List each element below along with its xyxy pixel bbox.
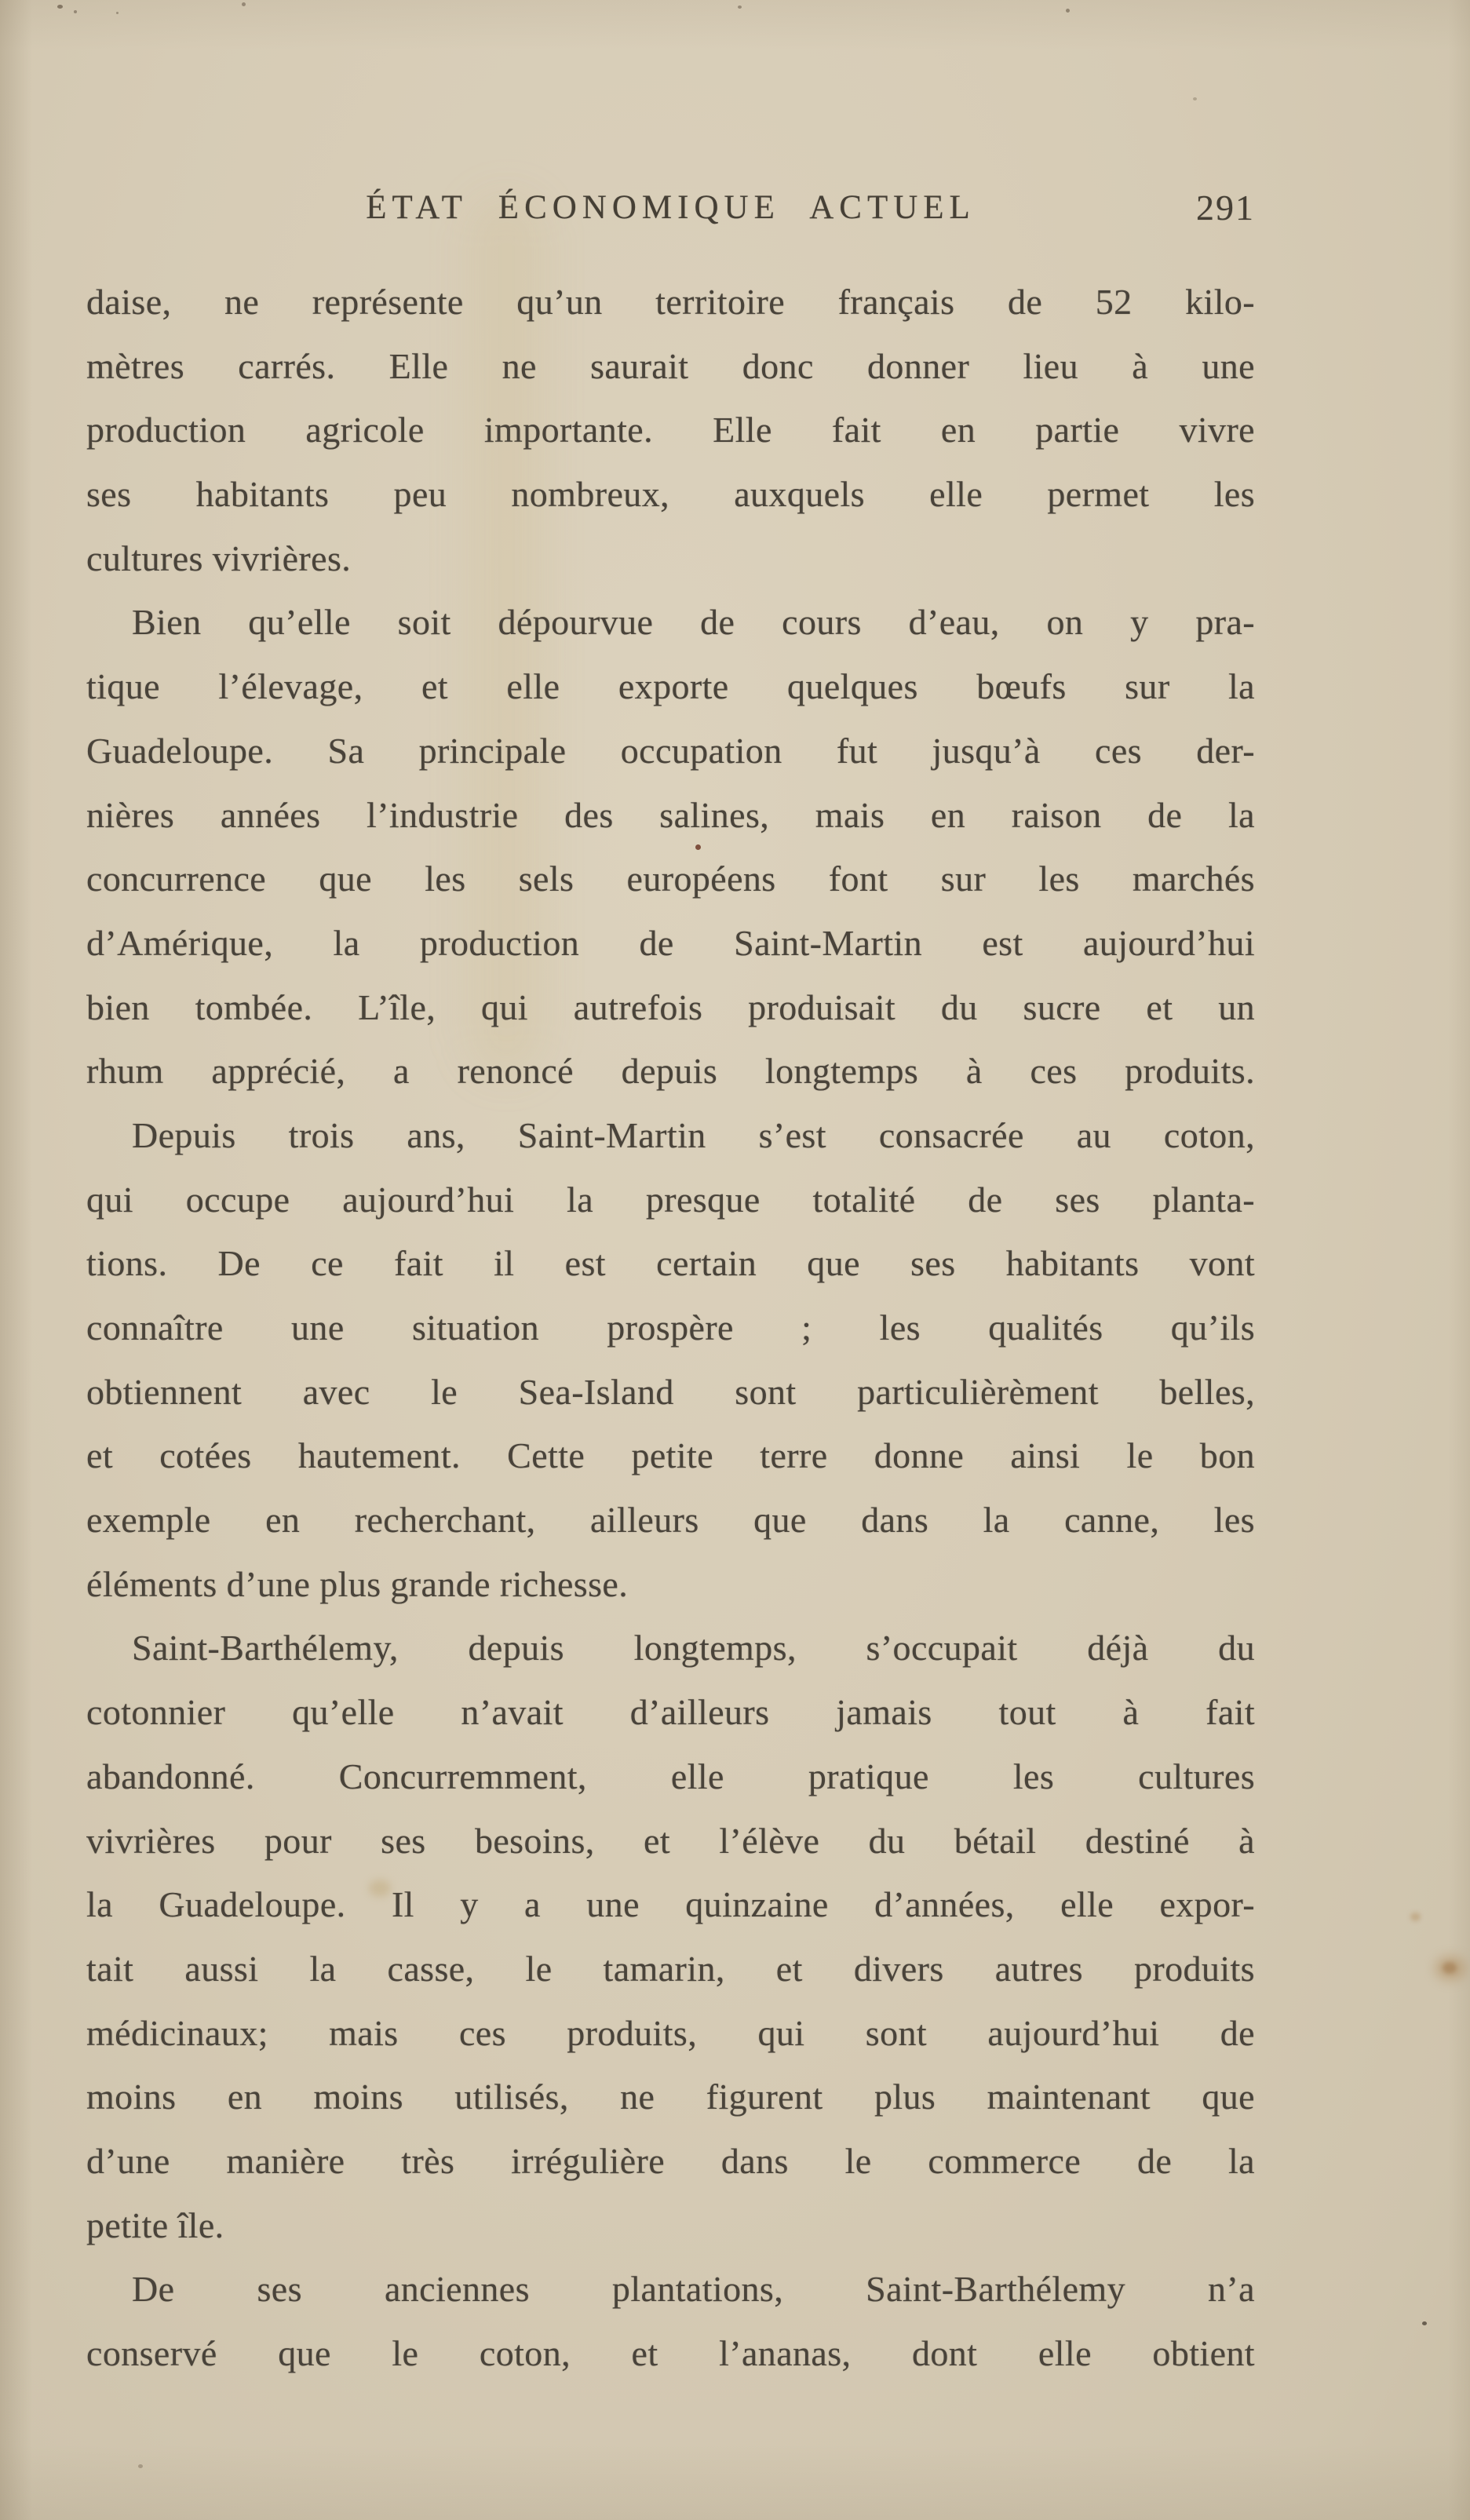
paper-stain	[1410, 1913, 1421, 1921]
text-line: obtiennent avec le Sea-Island sont particulièrèment belles,	[86, 1371, 1255, 1412]
ink-spot	[695, 844, 701, 850]
text-line: production agricole importante. Elle fait en partie vivre	[86, 410, 1255, 450]
text-line: ses habitants peu nombreux, auxquels elle permet les	[86, 474, 1255, 515]
text-line: bien tombée. L’île, qui autrefois produisait du sucre et un	[86, 986, 1255, 1027]
text-line: médicinaux; mais ces produits, qui sont aujourd’hui de	[86, 2012, 1255, 2053]
scan-speck	[138, 2464, 143, 2468]
text-line: De ses anciennes plantations, Saint-Barthélemy n’a	[132, 2269, 1255, 2310]
paper-stain	[369, 1880, 391, 1897]
text-line: la Guadeloupe. Il y a une quinzaine d’années, elle expor-	[86, 1884, 1255, 1925]
text-line: mètres carrés. Elle ne saurait donc donner lieu à une	[86, 345, 1255, 386]
paper-stain	[1443, 1962, 1457, 1974]
text-line: Depuis trois ans, Saint-Martin s’est consacrée au coton,	[132, 1114, 1255, 1155]
text-line: d’une manière très irrégulière dans le commerce de la	[86, 2140, 1255, 2181]
page-header	[86, 183, 1255, 233]
text-line: tique l’élevage, et elle exporte quelques bœufs sur la	[86, 666, 1255, 707]
text-line: et cotées hautement. Cette petite terre donne ainsi le bon	[86, 1435, 1255, 1476]
scan-speck	[1422, 2321, 1427, 2325]
scan-speck	[738, 5, 742, 9]
scan-speck	[116, 12, 119, 14]
text-line: petite île.	[86, 2205, 224, 2245]
body-text	[86, 270, 1255, 2386]
text-line: daise, ne représente qu’un territoire français de 52 kilo-	[86, 282, 1255, 322]
text-line: abandonné. Concurremment, elle pratique les cultures	[86, 1756, 1255, 1796]
text-line: nières années l’industrie des salines, mais en raison de la	[86, 794, 1255, 835]
page-number: 291	[1196, 188, 1255, 228]
text-line: moins en moins utilisés, ne figurent plus maintenant que	[86, 2077, 1255, 2117]
scan-speck	[74, 10, 77, 13]
text-line: rhum apprécié, a renoncé depuis longtemps à ces produits.	[86, 1051, 1255, 1092]
text-line: vivrières pour ses besoins, et l’élève du bétail destiné à	[86, 1820, 1255, 1861]
text-line: exemple en recherchant, ailleurs que dans la canne, les	[86, 1500, 1255, 1541]
text-line: Bien qu’elle soit dépourvue de cours d’eau, on y pra-	[132, 602, 1255, 643]
text-line: tions. De ce fait il est certain que ses habitants vont	[86, 1243, 1255, 1284]
text-line: d’Amérique, la production de Saint-Martin est aujourd’hui	[86, 922, 1255, 963]
text-line: tait aussi la casse, le tamarin, et divers autres produits	[86, 1948, 1255, 1989]
scan-speck	[57, 5, 63, 9]
text-line: qui occupe aujourd’hui la presque totalité de ses planta-	[86, 1179, 1255, 1220]
text-line: connaître une situation prospère ; les qualités qu’ils	[86, 1307, 1255, 1348]
scan-speck	[1193, 97, 1197, 100]
text-line: cotonnier qu’elle n’avait d’ailleurs jamais tout à fait	[86, 1692, 1255, 1733]
scan-speck	[1066, 9, 1070, 13]
text-line: concurrence que les sels européens font sur les marchés	[86, 859, 1255, 899]
running-title: ÉTAT ÉCONOMIQUE ACTUEL	[366, 189, 976, 226]
text-line: éléments d’une plus grande richesse.	[86, 1563, 629, 1604]
text-line: Saint-Barthélemy, depuis longtemps, s’occupait déjà du	[132, 1628, 1255, 1668]
text-line: cultures vivrières.	[86, 538, 352, 578]
text-line: conservé que le coton, et l’ananas, dont elle obtient	[86, 2333, 1255, 2373]
scan-speck	[242, 2, 246, 6]
text-line: Guadeloupe. Sa principale occupation fut jusqu’à ces der-	[86, 730, 1255, 771]
